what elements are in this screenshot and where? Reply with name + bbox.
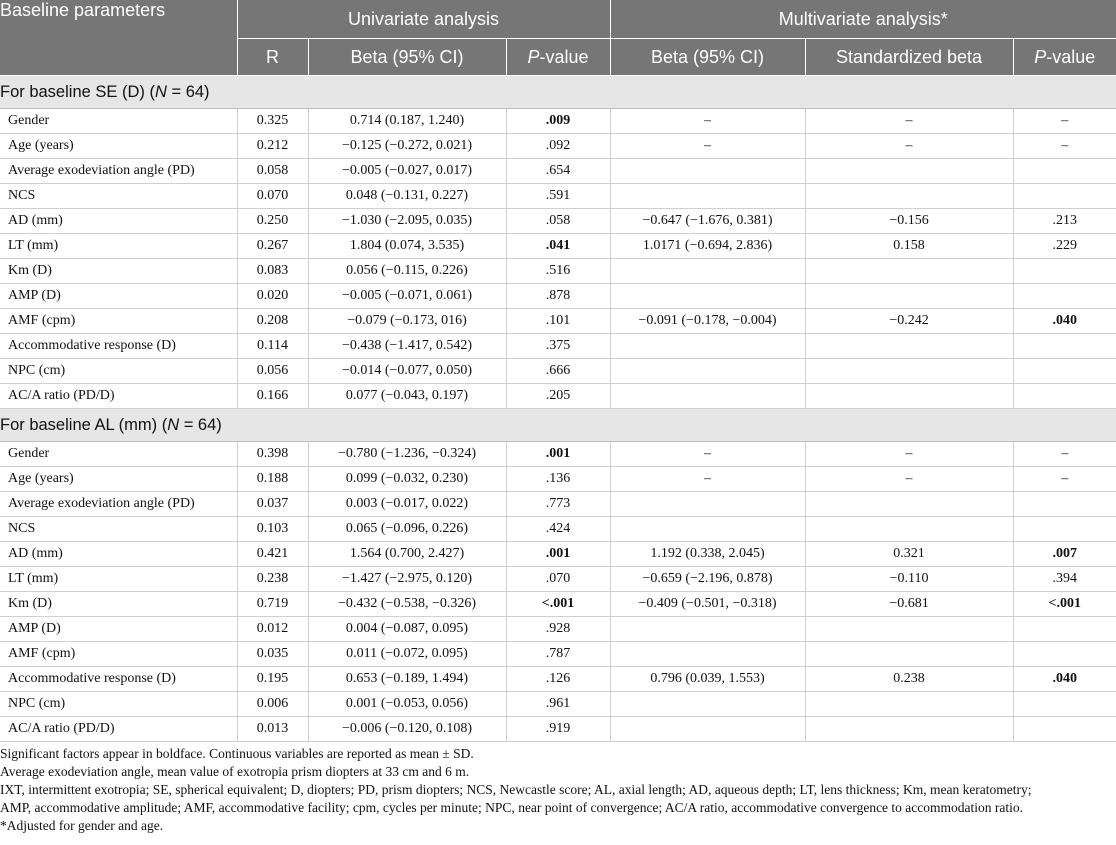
beta-cell: 0.001 (−0.053, 0.056) (308, 692, 506, 717)
beta-cell: 0.048 (−0.131, 0.227) (308, 184, 506, 209)
table-row (0, 517, 1116, 542)
table-row (0, 692, 1116, 717)
multi-beta-cell (610, 334, 805, 359)
table-row (0, 667, 1116, 692)
param-cell: Average exodeviation angle (PD) (0, 492, 237, 517)
multi-beta-cell (610, 642, 805, 667)
beta-cell: 0.714 (0.187, 1.240) (308, 109, 506, 134)
header-beta: Beta (95% CI) (308, 39, 506, 76)
footnote-2: Average exodeviation angle, mean value of exotropia prism diopters at 33 cm and 6 m. (0, 764, 470, 779)
table-row (0, 492, 1116, 517)
table-row (0, 542, 1116, 567)
section-se-header (0, 76, 1116, 109)
standardized-beta-cell: −0.681 (805, 592, 1013, 617)
p-value-cell: .516 (506, 259, 610, 284)
table-row (0, 209, 1116, 234)
header-multi-p-value (1013, 39, 1116, 76)
multi-p-value-cell: .040 (1013, 309, 1116, 334)
r-cell: 0.020 (237, 284, 308, 309)
r-cell: 0.037 (237, 492, 308, 517)
standardized-beta-cell (805, 492, 1013, 517)
multi-beta-cell: 1.0171 (−0.694, 2.836) (610, 234, 805, 259)
multi-p-value-cell (1013, 642, 1116, 667)
p-value-cell: .001 (506, 442, 610, 467)
param-cell: Accommodative response (D) (0, 667, 237, 692)
beta-cell: −0.006 (−0.120, 0.108) (308, 717, 506, 742)
multi-p-value-cell: – (1013, 109, 1116, 134)
standardized-beta-cell: 0.158 (805, 234, 1013, 259)
multi-beta-cell: – (610, 134, 805, 159)
beta-cell: 0.653 (−0.189, 1.494) (308, 667, 506, 692)
p-value-cell: .424 (506, 517, 610, 542)
r-cell: 0.325 (237, 109, 308, 134)
footnote-3: IXT, intermittent exotropia; SE, spherical equivalent; D, diopters; PD, prism diopters; NCS, Newcastle score; AL, axial length; AD, aqueous depth; LT, lens thickness; Km, mean keratometry; (0, 782, 1032, 797)
standardized-beta-cell (805, 642, 1013, 667)
p-value-cell: .375 (506, 334, 610, 359)
multi-beta-cell: – (610, 109, 805, 134)
param-cell: AMF (cpm) (0, 642, 237, 667)
p-value-cell: .654 (506, 159, 610, 184)
multi-beta-cell: −0.659 (−2.196, 0.878) (610, 567, 805, 592)
table-row (0, 309, 1116, 334)
multi-p-value-cell: – (1013, 442, 1116, 467)
header-multi-beta: Beta (95% CI) (610, 39, 805, 76)
standardized-beta-cell (805, 259, 1013, 284)
multi-beta-cell (610, 617, 805, 642)
param-cell: Average exodeviation angle (PD) (0, 159, 237, 184)
section-se-title (0, 76, 1116, 109)
table-row (0, 334, 1116, 359)
table-row (0, 359, 1116, 384)
standardized-beta-cell (805, 159, 1013, 184)
multi-beta-cell (610, 384, 805, 409)
standardized-beta-cell: −0.242 (805, 309, 1013, 334)
table-row (0, 109, 1116, 134)
beta-cell: 1.804 (0.074, 3.535) (308, 234, 506, 259)
p-value-cell: .878 (506, 284, 610, 309)
section-se-pre: For baseline SE (D) ( (0, 82, 155, 101)
param-cell: Km (D) (0, 259, 237, 284)
table-row (0, 259, 1116, 284)
header-univariate: Univariate analysis (237, 0, 610, 39)
param-cell: Age (years) (0, 467, 237, 492)
p-value-cell: .136 (506, 467, 610, 492)
r-cell: 0.012 (237, 617, 308, 642)
header-p-value (506, 39, 610, 76)
p-value-cell: <.001 (506, 592, 610, 617)
param-cell: AC/A ratio (PD/D) (0, 384, 237, 409)
r-cell: 0.421 (237, 542, 308, 567)
p-value-cell: .919 (506, 717, 610, 742)
param-cell: AMF (cpm) (0, 309, 237, 334)
multi-beta-cell (610, 284, 805, 309)
r-cell: 0.070 (237, 184, 308, 209)
beta-cell: −0.005 (−0.027, 0.017) (308, 159, 506, 184)
beta-cell: 0.099 (−0.032, 0.230) (308, 467, 506, 492)
multi-p-value-cell (1013, 384, 1116, 409)
beta-cell: 1.564 (0.700, 2.427) (308, 542, 506, 567)
p-value-cell: .092 (506, 134, 610, 159)
multi-p-value-cell: – (1013, 134, 1116, 159)
multi-p-value-cell (1013, 717, 1116, 742)
p-value-cell: .009 (506, 109, 610, 134)
standardized-beta-cell (805, 184, 1013, 209)
multi-p-value-cell: .213 (1013, 209, 1116, 234)
beta-cell: −0.125 (−0.272, 0.021) (308, 134, 506, 159)
r-cell: 0.006 (237, 692, 308, 717)
beta-cell: −0.079 (−0.173, 016) (308, 309, 506, 334)
multi-p-value-cell: <.001 (1013, 592, 1116, 617)
table-row (0, 184, 1116, 209)
header-p-italic: P (527, 46, 540, 67)
r-cell: 0.058 (237, 159, 308, 184)
multi-beta-cell (610, 492, 805, 517)
standardized-beta-cell (805, 334, 1013, 359)
multi-beta-cell: 1.192 (0.338, 2.045) (610, 542, 805, 567)
p-value-cell: .961 (506, 692, 610, 717)
p-value-cell: .070 (506, 567, 610, 592)
standardized-beta-cell: 0.238 (805, 667, 1013, 692)
p-value-cell: .773 (506, 492, 610, 517)
header-row-1 (0, 0, 1116, 39)
r-cell: 0.212 (237, 134, 308, 159)
multi-beta-cell: −0.647 (−1.676, 0.381) (610, 209, 805, 234)
param-cell: LT (mm) (0, 234, 237, 259)
section-al-header (0, 409, 1116, 442)
p-value-cell: .787 (506, 642, 610, 667)
standardized-beta-cell: 0.321 (805, 542, 1013, 567)
r-cell: 0.013 (237, 717, 308, 742)
table-row (0, 442, 1116, 467)
table-row (0, 234, 1116, 259)
r-cell: 0.035 (237, 642, 308, 667)
param-cell: AD (mm) (0, 209, 237, 234)
beta-cell: −0.432 (−0.538, −0.326) (308, 592, 506, 617)
standardized-beta-cell: – (805, 442, 1013, 467)
multi-p-value-cell (1013, 159, 1116, 184)
standardized-beta-cell: – (805, 109, 1013, 134)
param-cell: Age (years) (0, 134, 237, 159)
p-value-cell: .205 (506, 384, 610, 409)
multi-p-value-cell (1013, 617, 1116, 642)
multi-p-value-cell (1013, 492, 1116, 517)
header-standardized-beta: Standardized beta (805, 39, 1013, 76)
section-al-n: N (167, 415, 180, 434)
beta-cell: 0.077 (−0.043, 0.197) (308, 384, 506, 409)
multi-beta-cell: −0.091 (−0.178, −0.004) (610, 309, 805, 334)
multi-beta-cell (610, 184, 805, 209)
standardized-beta-cell (805, 692, 1013, 717)
param-cell: NPC (cm) (0, 692, 237, 717)
standardized-beta-cell: −0.110 (805, 567, 1013, 592)
table-row (0, 467, 1116, 492)
section-al-post: = 64) (179, 415, 222, 434)
header-p2-rest: -value (1046, 46, 1096, 67)
section-se-n: N (154, 82, 167, 101)
r-cell: 0.719 (237, 592, 308, 617)
header-baseline-parameters: Baseline parameters (0, 0, 237, 76)
beta-cell: 0.056 (−0.115, 0.226) (308, 259, 506, 284)
section-al-pre: For baseline AL (mm) ( (0, 415, 168, 434)
beta-cell: −0.438 (−1.417, 0.542) (308, 334, 506, 359)
header-r: R (237, 39, 308, 76)
param-cell: Gender (0, 442, 237, 467)
multi-p-value-cell: .394 (1013, 567, 1116, 592)
multi-p-value-cell: .007 (1013, 542, 1116, 567)
standardized-beta-cell (805, 617, 1013, 642)
beta-cell: −1.427 (−2.975, 0.120) (308, 567, 506, 592)
standardized-beta-cell (805, 717, 1013, 742)
table-row (0, 134, 1116, 159)
beta-cell: 0.003 (−0.017, 0.022) (308, 492, 506, 517)
standardized-beta-cell: – (805, 134, 1013, 159)
param-cell: NCS (0, 517, 237, 542)
multi-beta-cell: – (610, 467, 805, 492)
p-value-cell: .041 (506, 234, 610, 259)
r-cell: 0.166 (237, 384, 308, 409)
beta-cell: −0.014 (−0.077, 0.050) (308, 359, 506, 384)
footnote-1: Significant factors appear in boldface. Continuous variables are reported as mean ± SD. (0, 746, 474, 761)
footnote-4: AMP, accommodative amplitude; AMF, accommodative facility; cpm, cycles per minute; NPC, near point of convergence; AC/A ratio, accommodative convergence to accommodation ratio. (0, 800, 1024, 815)
r-cell: 0.195 (237, 667, 308, 692)
param-cell: LT (mm) (0, 567, 237, 592)
table-row (0, 642, 1116, 667)
header-multivariate: Multivariate analysis* (610, 0, 1116, 39)
multi-beta-cell: 0.796 (0.039, 1.553) (610, 667, 805, 692)
param-cell: AMP (D) (0, 284, 237, 309)
standardized-beta-cell (805, 284, 1013, 309)
multi-beta-cell: −0.409 (−0.501, −0.318) (610, 592, 805, 617)
multi-p-value-cell (1013, 284, 1116, 309)
p-value-cell: .928 (506, 617, 610, 642)
table-row (0, 717, 1116, 742)
r-cell: 0.208 (237, 309, 308, 334)
multi-p-value-cell (1013, 517, 1116, 542)
param-cell: Accommodative response (D) (0, 334, 237, 359)
table-row (0, 159, 1116, 184)
multi-p-value-cell (1013, 184, 1116, 209)
multi-beta-cell (610, 717, 805, 742)
r-cell: 0.114 (237, 334, 308, 359)
table-row (0, 592, 1116, 617)
multi-beta-cell (610, 692, 805, 717)
beta-cell: −0.005 (−0.071, 0.061) (308, 284, 506, 309)
beta-cell: 0.011 (−0.072, 0.095) (308, 642, 506, 667)
standardized-beta-cell: −0.156 (805, 209, 1013, 234)
beta-cell: −0.780 (−1.236, −0.324) (308, 442, 506, 467)
multi-p-value-cell: .229 (1013, 234, 1116, 259)
r-cell: 0.056 (237, 359, 308, 384)
table-row (0, 617, 1116, 642)
r-cell: 0.188 (237, 467, 308, 492)
section-se-post: = 64) (166, 82, 210, 101)
beta-cell: −1.030 (−2.095, 0.035) (308, 209, 506, 234)
r-cell: 0.238 (237, 567, 308, 592)
table-row (0, 567, 1116, 592)
multi-p-value-cell (1013, 334, 1116, 359)
p-value-cell: .001 (506, 542, 610, 567)
p-value-cell: .058 (506, 209, 610, 234)
standardized-beta-cell (805, 517, 1013, 542)
param-cell: Gender (0, 109, 237, 134)
multi-beta-cell (610, 259, 805, 284)
header-p2-italic: P (1034, 46, 1047, 67)
param-cell: NCS (0, 184, 237, 209)
multi-beta-cell (610, 159, 805, 184)
standardized-beta-cell (805, 384, 1013, 409)
r-cell: 0.267 (237, 234, 308, 259)
multi-p-value-cell (1013, 359, 1116, 384)
multi-p-value-cell (1013, 259, 1116, 284)
r-cell: 0.398 (237, 442, 308, 467)
multi-p-value-cell (1013, 692, 1116, 717)
p-value-cell: .666 (506, 359, 610, 384)
multi-beta-cell (610, 359, 805, 384)
standardized-beta-cell: – (805, 467, 1013, 492)
multi-p-value-cell: – (1013, 467, 1116, 492)
beta-cell: 0.004 (−0.087, 0.095) (308, 617, 506, 642)
p-value-cell: .101 (506, 309, 610, 334)
section-al-title (0, 409, 1116, 442)
p-value-cell: .126 (506, 667, 610, 692)
r-cell: 0.103 (237, 517, 308, 542)
r-cell: 0.083 (237, 259, 308, 284)
r-cell: 0.250 (237, 209, 308, 234)
table-footnotes (0, 745, 1116, 835)
multi-p-value-cell: .040 (1013, 667, 1116, 692)
header-p-rest: -value (539, 46, 589, 67)
param-cell: NPC (cm) (0, 359, 237, 384)
multi-beta-cell (610, 517, 805, 542)
table-row (0, 284, 1116, 309)
footnote-5: *Adjusted for gender and age. (0, 818, 164, 833)
param-cell: AMP (D) (0, 617, 237, 642)
param-cell: AC/A ratio (PD/D) (0, 717, 237, 742)
param-cell: Km (D) (0, 592, 237, 617)
standardized-beta-cell (805, 359, 1013, 384)
beta-cell: 0.065 (−0.096, 0.226) (308, 517, 506, 542)
multi-beta-cell: – (610, 442, 805, 467)
param-cell: AD (mm) (0, 542, 237, 567)
p-value-cell: .591 (506, 184, 610, 209)
table-row (0, 384, 1116, 409)
